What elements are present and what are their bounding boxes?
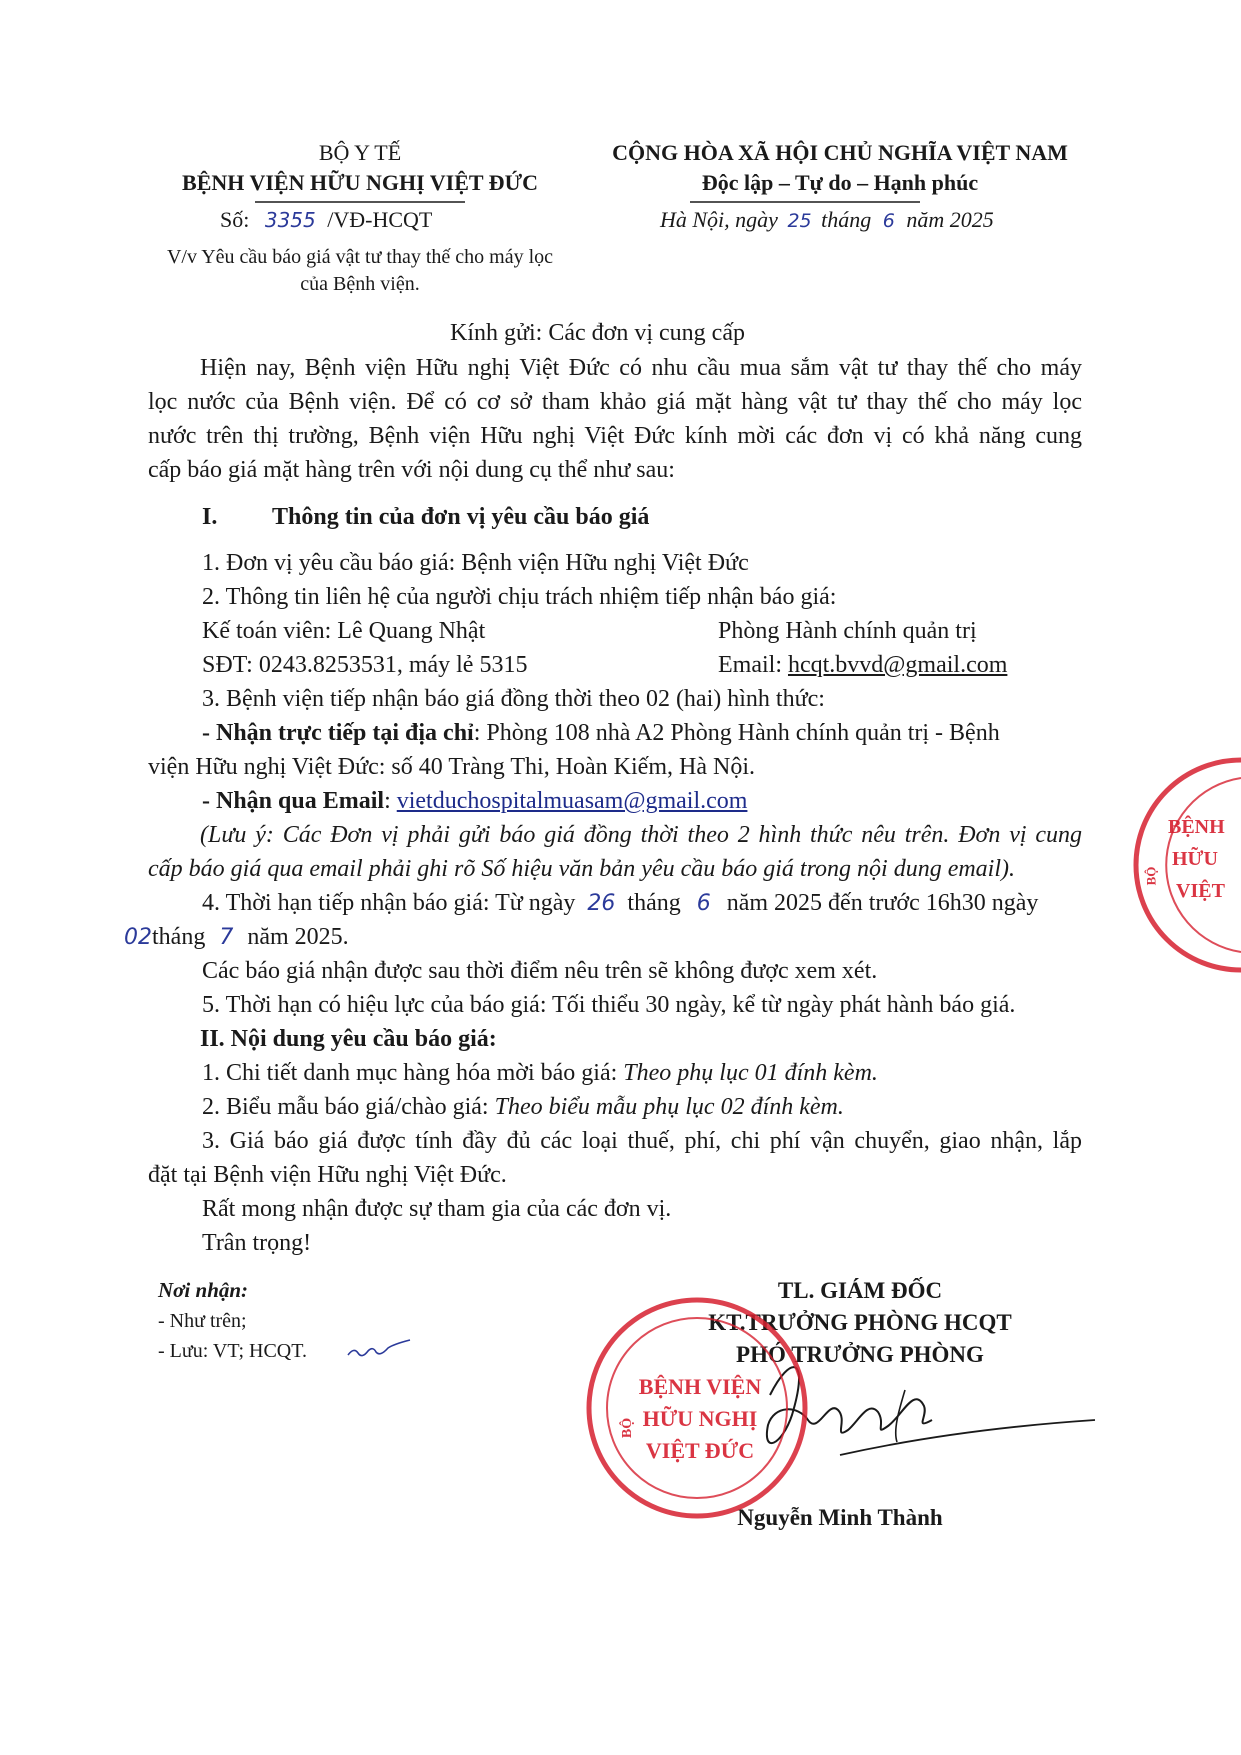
- intro-line-4: cấp báo giá mặt hàng trên với nội dung cụ thể như sau:: [148, 457, 675, 483]
- subject-line-1: V/v Yêu cầu báo giá vật tư thay thế cho máy lọc: [166, 246, 554, 268]
- item-4-end-month-handwritten: 7: [219, 925, 234, 950]
- direct-label: - Nhận trực tiếp tại địa chỉ: [202, 720, 474, 746]
- contact-email-row: [718, 652, 1007, 679]
- signature-title-1: TL. GIÁM ĐỐC: [777, 1278, 943, 1303]
- date-year: năm 2025: [906, 207, 994, 232]
- note-line-2: cấp báo giá qua email phải ghi rõ Số hiệu văn bản yêu cầu báo giá trong nội dung email).: [148, 856, 1016, 882]
- closing-line-2: Trân trọng!: [202, 1230, 312, 1256]
- recipients-line-2: - Lưu: VT; HCQT.: [158, 1340, 307, 1362]
- direct-address-line-1: : Phòng 108 nhà A2 Phòng Hành chính quản trị - Bệnh: [473, 720, 1000, 746]
- email-label: - Nhận qua Email: [202, 788, 385, 814]
- item-4-end-day-handwritten: 02: [124, 925, 152, 950]
- edge-stamp-line-3: VIỆT: [1176, 880, 1225, 902]
- section-2-title: II. Nội dung yêu cầu báo giá:: [200, 1026, 497, 1052]
- direct-address-line-2: viện Hữu nghị Việt Đức: số 40 Tràng Thi, Hoàn Kiếm, Hà Nội.: [148, 754, 755, 780]
- date-month-label: tháng: [821, 207, 872, 232]
- signatory-name: Nguyễn Minh Thành: [737, 1505, 943, 1530]
- s2-item-2-italic: Theo biểu mẫu phụ lục 02 đính kèm.: [494, 1094, 844, 1120]
- item-4-start-month-handwritten: 6: [696, 891, 711, 916]
- s2-item-1-italic: Theo phụ lục 01 đính kèm.: [623, 1060, 878, 1086]
- note-line-1: (Lưu ý: Các Đơn vị phải gửi báo giá đồng thời theo 2 hình thức nêu trên. Đơn vị cung: [200, 822, 1082, 848]
- recipients-line-1: - Như trên;: [158, 1310, 247, 1332]
- direct-submission: [202, 720, 1000, 747]
- item-4-text-b: tháng: [627, 890, 681, 916]
- edge-stamp-graphic: [0, 0, 1, 1]
- salutation: Kính gửi: Các đơn vị cung cấp: [450, 320, 745, 346]
- date-day-handwritten: 25: [787, 210, 812, 232]
- doc-no-label: Số:: [220, 207, 250, 232]
- section-2-item-3-line-2: đặt tại Bệnh viện Hữu nghị Việt Đức.: [148, 1162, 507, 1188]
- date-month-handwritten: 6: [882, 210, 895, 232]
- s2-item-1-text: 1. Chi tiết danh mục hàng hóa mời báo giá:: [202, 1060, 624, 1086]
- hospital-name: BỆNH VIỆN HỮU NGHỊ VIỆT ĐỨC: [182, 170, 538, 195]
- section-2-item-2: [202, 1094, 844, 1121]
- late-note: Các báo giá nhận được sau thời điểm nêu trên sẽ không được xem xét.: [202, 958, 878, 984]
- document-date: [660, 207, 994, 233]
- item-4-line-1: [202, 890, 1038, 917]
- item-4-text-d: tháng: [152, 924, 206, 950]
- closing-line-1: Rất mong nhận được sự tham gia của các đơn vị.: [202, 1196, 672, 1222]
- section-1-number: I.: [202, 504, 218, 530]
- stamp-side-text: BỘ: [620, 1417, 636, 1439]
- contact-phone: SĐT: 0243.8253531, máy lẻ 5315: [202, 652, 528, 678]
- stamp-line-2: HỮU NGHỊ: [642, 1406, 758, 1431]
- item-5: 5. Thời hạn có hiệu lực của báo giá: Tối thiểu 30 ngày, kể từ ngày phát hành báo giá.: [202, 992, 1016, 1018]
- edge-stamp-side-text: BỘ: [1143, 866, 1159, 886]
- item-3: 3. Bệnh viện tiếp nhận báo giá đồng thời theo 02 (hai) hình thức:: [202, 686, 825, 712]
- nation-motto: Độc lập – Tự do – Hạnh phúc: [701, 170, 979, 195]
- section-1-title: Thông tin của đơn vị yêu cầu báo giá: [272, 504, 650, 530]
- nation-title: CỘNG HÒA XÃ HỘI CHỦ NGHĨA VIỆT NAM: [612, 140, 1068, 165]
- signature-title-2: KT.TRƯỞNG PHÒNG HCQT: [708, 1310, 1012, 1335]
- submission-email-link[interactable]: vietduchospitalmuasam@gmail.com: [396, 788, 748, 814]
- document-number: [220, 207, 432, 233]
- recipients-title: Nơi nhận:: [158, 1278, 249, 1302]
- intro-line-1: Hiện nay, Bệnh viện Hữu nghị Việt Đức có nhu cầu mua sắm vật tư thay thế cho máy: [200, 355, 1082, 381]
- contact-department: Phòng Hành chính quản trị: [718, 618, 977, 644]
- intro-line-2: lọc nước của Bệnh viện. Để có cơ sở tham khảo giá mặt hàng vật tư thay thế cho máy lọc: [148, 389, 1082, 415]
- item-4-text-c: năm 2025 đến trước 16h30 ngày: [726, 890, 1039, 916]
- doc-no-suffix: /VĐ-HCQT: [327, 207, 433, 232]
- contact-email-label: Email:: [718, 652, 782, 678]
- section-2-item-3-line-1: 3. Giá báo giá được tính đầy đủ các loại thuế, phí, chi phí vận chuyển, giao nhận, lắp: [202, 1128, 1082, 1154]
- item-2: 2. Thông tin liên hệ của người chịu trách nhiệm tiếp nhận báo giá:: [202, 584, 837, 610]
- edge-stamp-line-1: BỆNH: [1168, 816, 1225, 838]
- email-submission: [202, 788, 747, 815]
- date-place: Hà Nội, ngày: [660, 207, 778, 232]
- s2-item-2-text: 2. Biểu mẫu báo giá/chào giá:: [202, 1094, 495, 1120]
- contact-email-link[interactable]: hcqt.bvvd@gmail.com: [787, 652, 1008, 678]
- edge-stamp-line-2: HỮU: [1172, 848, 1218, 870]
- intro-line-3: nước trên thị trường, Bệnh viện Hữu nghị Việt Đức kính mời các đơn vị có khả năng cung: [148, 423, 1082, 449]
- section-2-item-1: [202, 1060, 878, 1087]
- signature-title-3: PHÓ TRƯỞNG PHÒNG: [736, 1342, 984, 1367]
- doc-no-handwritten: 3355: [264, 208, 316, 232]
- stamp-line-3: VIỆT ĐỨC: [645, 1438, 755, 1463]
- subject-line-2: của Bệnh viện.: [300, 273, 420, 295]
- item-1: 1. Đơn vị yêu cầu báo giá: Bệnh viện Hữu nghị Việt Đức: [202, 550, 749, 576]
- item-4-text-e: năm 2025.: [247, 924, 349, 950]
- contact-name: Kế toán viên: Lê Quang Nhật: [202, 618, 486, 644]
- stamp-line-1: BỆNH VIỆN: [638, 1374, 762, 1399]
- item-4-line-2: [124, 924, 349, 951]
- item-4-text-a: 4. Thời hạn tiếp nhận báo giá: Từ ngày: [202, 890, 576, 916]
- item-4-start-day-handwritten: 26: [587, 891, 616, 916]
- email-colon: :: [384, 788, 397, 814]
- ministry-name: BỘ Y TẾ: [318, 140, 402, 165]
